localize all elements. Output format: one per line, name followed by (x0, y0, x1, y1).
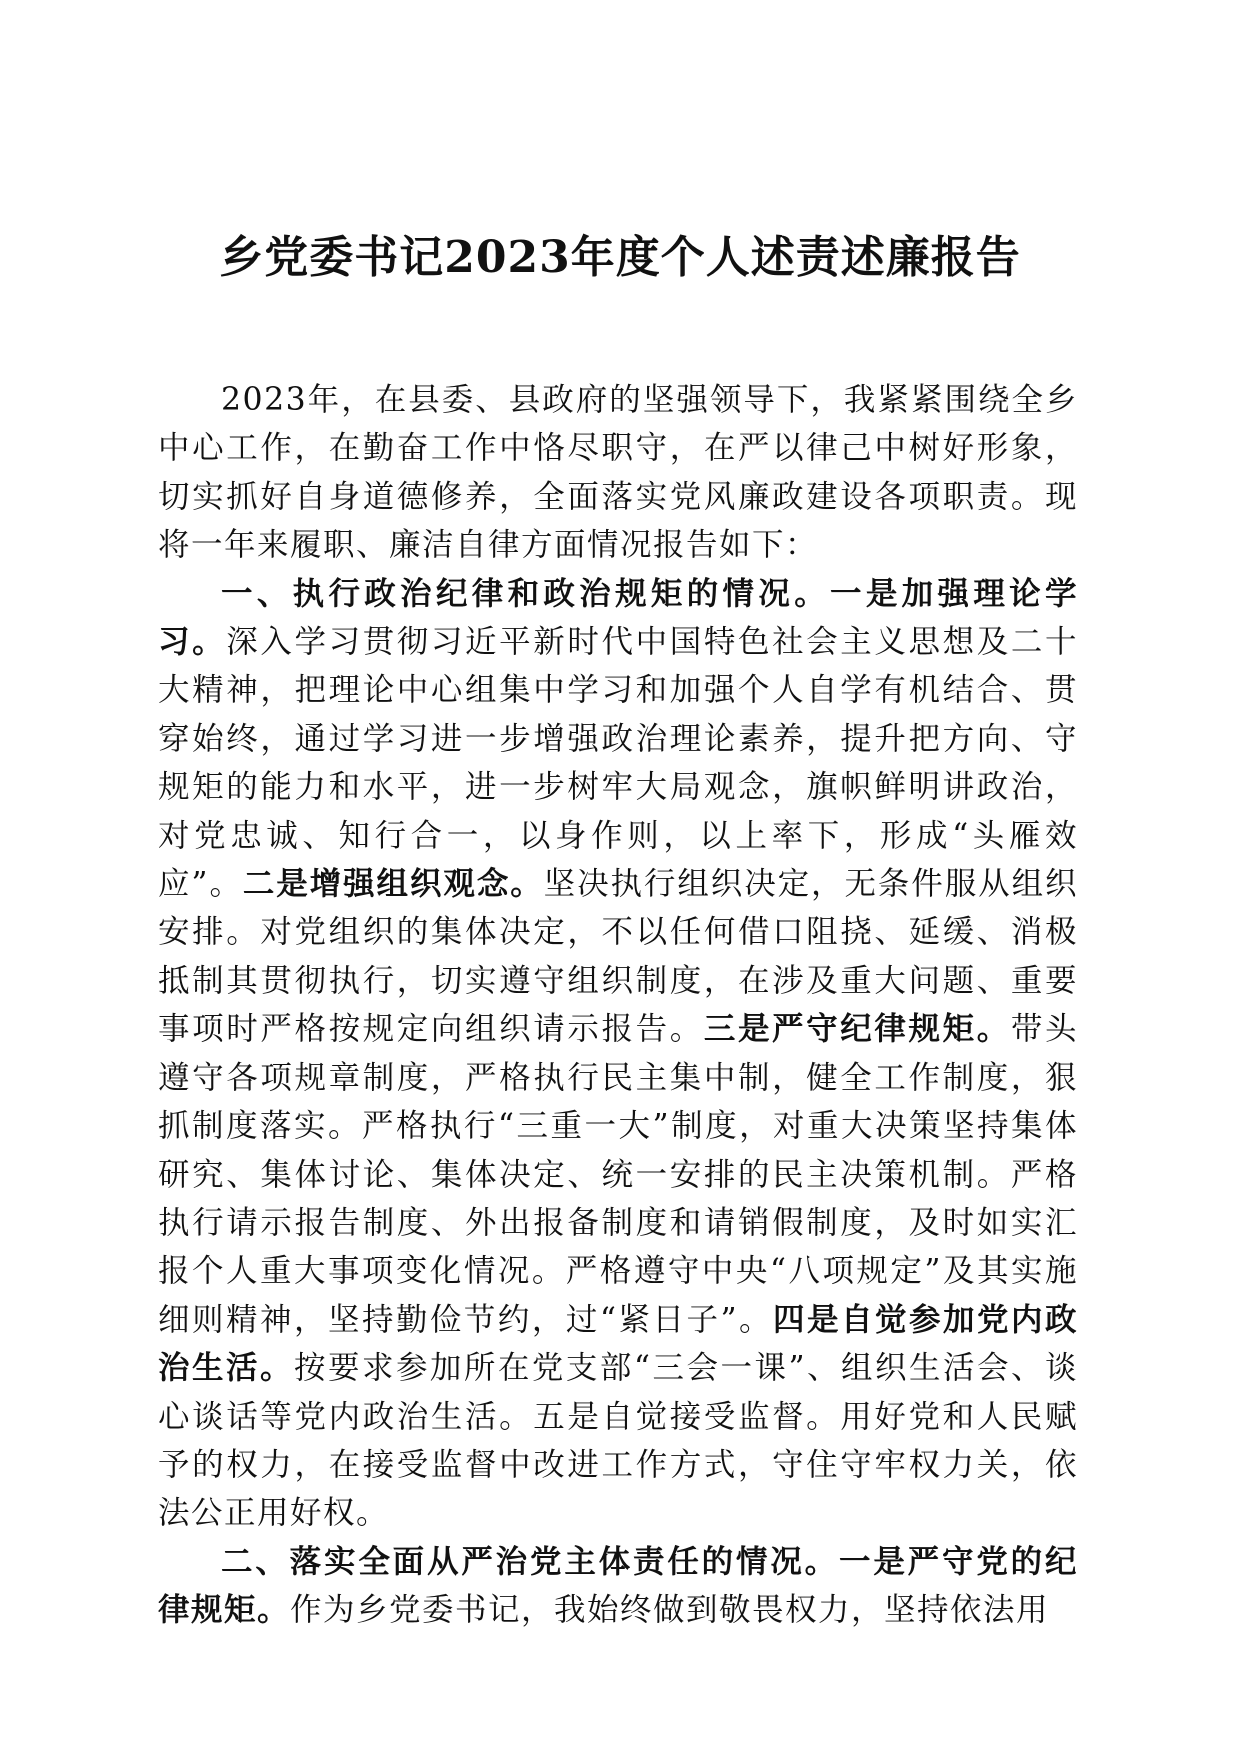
section-heading: 一、执行政治纪律和政治规矩的情况。 (221, 574, 831, 612)
text-run: 作为乡党委书记，我始终做到敬畏权力，坚持依法用 (290, 1592, 1050, 1629)
subheading: 一是加强理论学习。 (158, 574, 1078, 661)
paragraph-intro (158, 376, 1078, 570)
text-run: 深入学习贯彻习近平新时代中国特色社会主义思想及二十大精神，把理论中心组集中学习和加强个人自学有机结合、贯穿始终，通过学习进一步增强政治理论素养，提升把方向、守规矩的能力和水平，进一步树牢大局观念，旗帜鲜明讲政治，对党忠诚、知行合一，以身作则，以上率下，形成“头雁效应”。 (158, 624, 1078, 903)
paragraph-section-two (158, 1538, 1078, 1635)
subheading: 一是严守党的纪律规矩。 (158, 1542, 1078, 1629)
subheading: 二是增强组织观念。 (242, 865, 544, 903)
text-run: 按要求参加所在党支部“三会一课”、组织生活会、谈心谈话等党内政治生活。五是自觉接受监督。用好党和人民赋予的权力，在接受监督中改进工作方式，守住守牢权力关，依法公正用好权。 (158, 1350, 1078, 1532)
text-run: 2023年，在县委、县政府的坚强领导下，我紧紧围绕全乡中心工作，在勤奋工作中恪尽职守，在严以律己中树好形象，切实抓好自身道德修养，全面落实党风廉政建设各项职责。现将一年来履职、廉洁自律方面情况报告如下： (158, 382, 1078, 564)
paragraph-section-one (158, 570, 1078, 1538)
subheading: 三是严守纪律规矩。 (703, 1010, 1011, 1048)
text-run: 带头遵守各项规章制度，严格执行民主集中制，健全工作制度，狠抓制度落实。严格执行“三重一大”制度，对重大决策坚持集体研究、集体讨论、集体决定、统一安排的民主决策机制。严格执行请示报告制度、外出报备制度和请销假制度，及时如实汇报个人重大事项变化情况。严格遵守中央“八项规定”及其实施细则精神，坚持勤俭节约，过“紧日子”。 (158, 1011, 1078, 1338)
document-body (158, 376, 1078, 1635)
text-run: 坚决执行组织决定，无条件服从组织安排。对党组织的集体决定，不以任何借口阻挠、延缓、消极抵制其贯彻执行，切实遵守组织制度，在涉及重大问题、重要事项时严格按规定向组织请示报告。 (158, 866, 1078, 1048)
subheading: 四是自觉参加党内政治生活。 (158, 1300, 1078, 1387)
document-title: 乡党委书记2023年度个人述责述廉报告 (219, 232, 1021, 283)
section-heading: 二、落实全面从严治党主体责任的情况。 (221, 1542, 839, 1580)
